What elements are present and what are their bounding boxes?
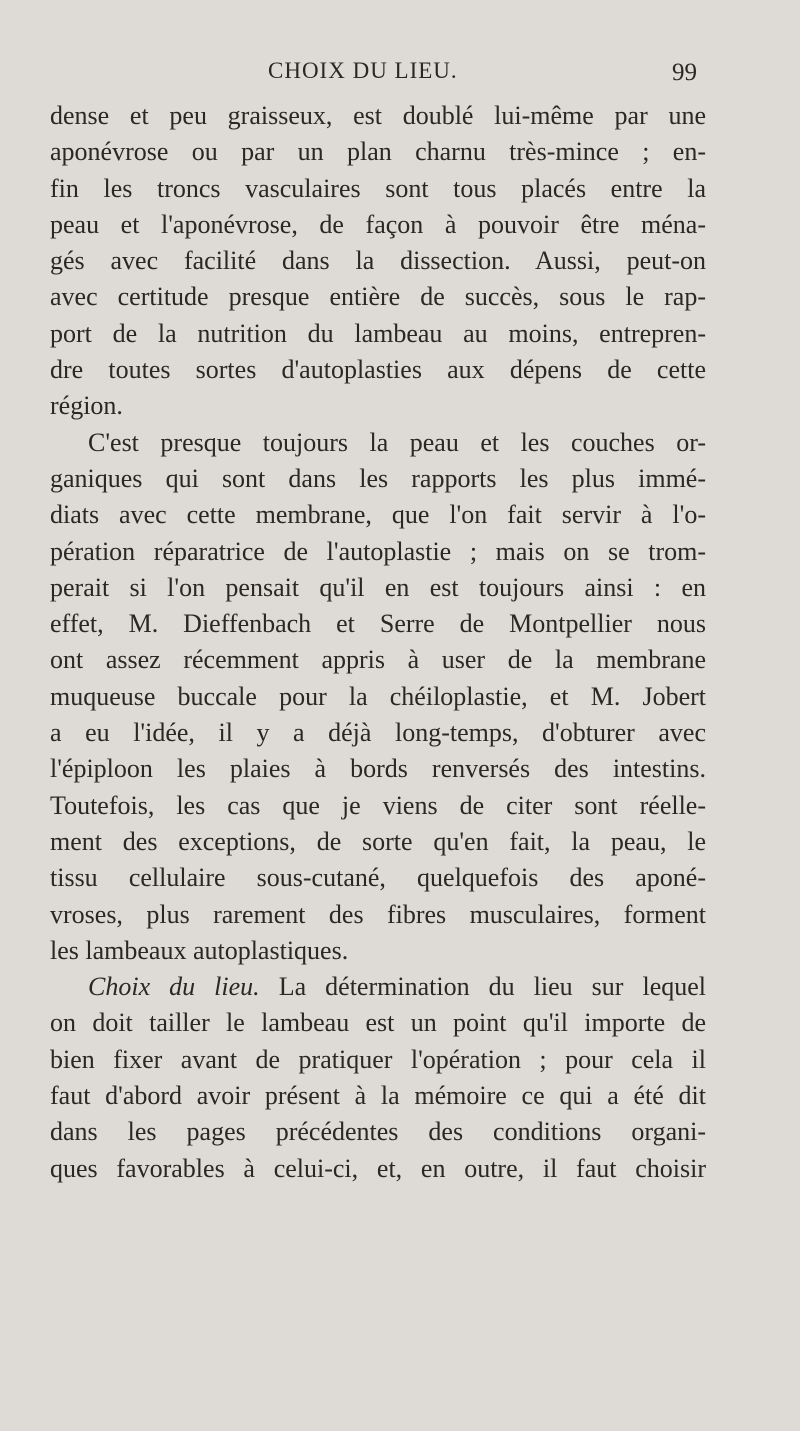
text-line: bien fixer avant de pratiquer l'opération ; pour cela il <box>50 1044 706 1074</box>
text-line: dense et peu graisseux, est doublé lui-même par une <box>50 101 706 130</box>
text-line: région. <box>50 391 123 421</box>
text-line: ont assez récemment appris à user de la membrane <box>50 645 706 675</box>
text-line: faut d'abord avoir présent à la mémoire ce qui a été dit <box>50 1081 706 1111</box>
page-number: 99 <box>672 59 697 86</box>
text-line: aponévrose ou par un plan charnu très-mince ; en- <box>50 137 706 167</box>
text-line: ques favorables à celui-ci, et, en outre, il faut choisir <box>50 1153 706 1183</box>
text-line: C'est presque toujours la peau et les couches or- <box>88 427 706 457</box>
body-text <box>50 98 706 1187</box>
section-heading: Choix du lieu. <box>88 972 260 1002</box>
paragraph-1 <box>50 98 706 425</box>
text-line: effet, M. Dieffenbach et Serre de Montpellier nous <box>50 609 706 639</box>
text-line: tissu cellulaire sous-cutané, quelquefois des aponé- <box>50 863 706 893</box>
text-line: ganiques qui sont dans les rapports les plus immé- <box>50 463 706 493</box>
running-header <box>0 55 800 87</box>
running-title: CHOIX DU LIEU. <box>268 58 458 83</box>
text-line: perait si l'on pensait qu'il en est toujours ainsi : en <box>50 572 706 602</box>
text-line: muqueuse buccale pour la chéiloplastie, et M. Jobert <box>50 681 706 711</box>
text-line: port de la nutrition du lambeau au moins, entrepren- <box>50 318 706 348</box>
text-line: l'épiploon les plaies à bords renversés des intestins. <box>50 754 706 784</box>
paragraph-3 <box>50 969 706 1187</box>
text-line: gés avec facilité dans la dissection. Aussi, peut-on <box>50 246 706 276</box>
text-line: pération réparatrice de l'autoplastie ; mais on se trom- <box>50 536 706 566</box>
text-line: dans les pages précédentes des conditions organi- <box>50 1117 706 1147</box>
text-line: vroses, plus rarement des fibres musculaires, forment <box>50 899 706 929</box>
text-line <box>50 969 706 1005</box>
text-line: ment des exceptions, de sorte qu'en fait, la peau, le <box>50 826 706 856</box>
text-line: avec certitude presque entière de succès, sous le rap- <box>50 282 706 312</box>
text-line-rest: La détermination du lieu sur lequel <box>259 972 707 1002</box>
text-line: peau et l'aponévrose, de façon à pouvoir être ména- <box>50 209 706 239</box>
text-line: fin les troncs vasculaires sont tous placés entre la <box>50 173 706 203</box>
text-line: dre toutes sortes d'autoplasties aux dépens de cette <box>50 355 706 385</box>
text-line: on doit tailler le lambeau est un point qu'il importe de <box>50 1008 706 1038</box>
text-line: Toutefois, les cas que je viens de citer sont réelle- <box>50 790 706 820</box>
text-line: diats avec cette membrane, que l'on fait servir à l'o- <box>50 500 706 530</box>
text-line: a eu l'idée, il y a déjà long-temps, d'obturer avec <box>50 718 706 748</box>
text-line: les lambeaux autoplastiques. <box>50 935 349 965</box>
paragraph-2 <box>50 425 706 969</box>
